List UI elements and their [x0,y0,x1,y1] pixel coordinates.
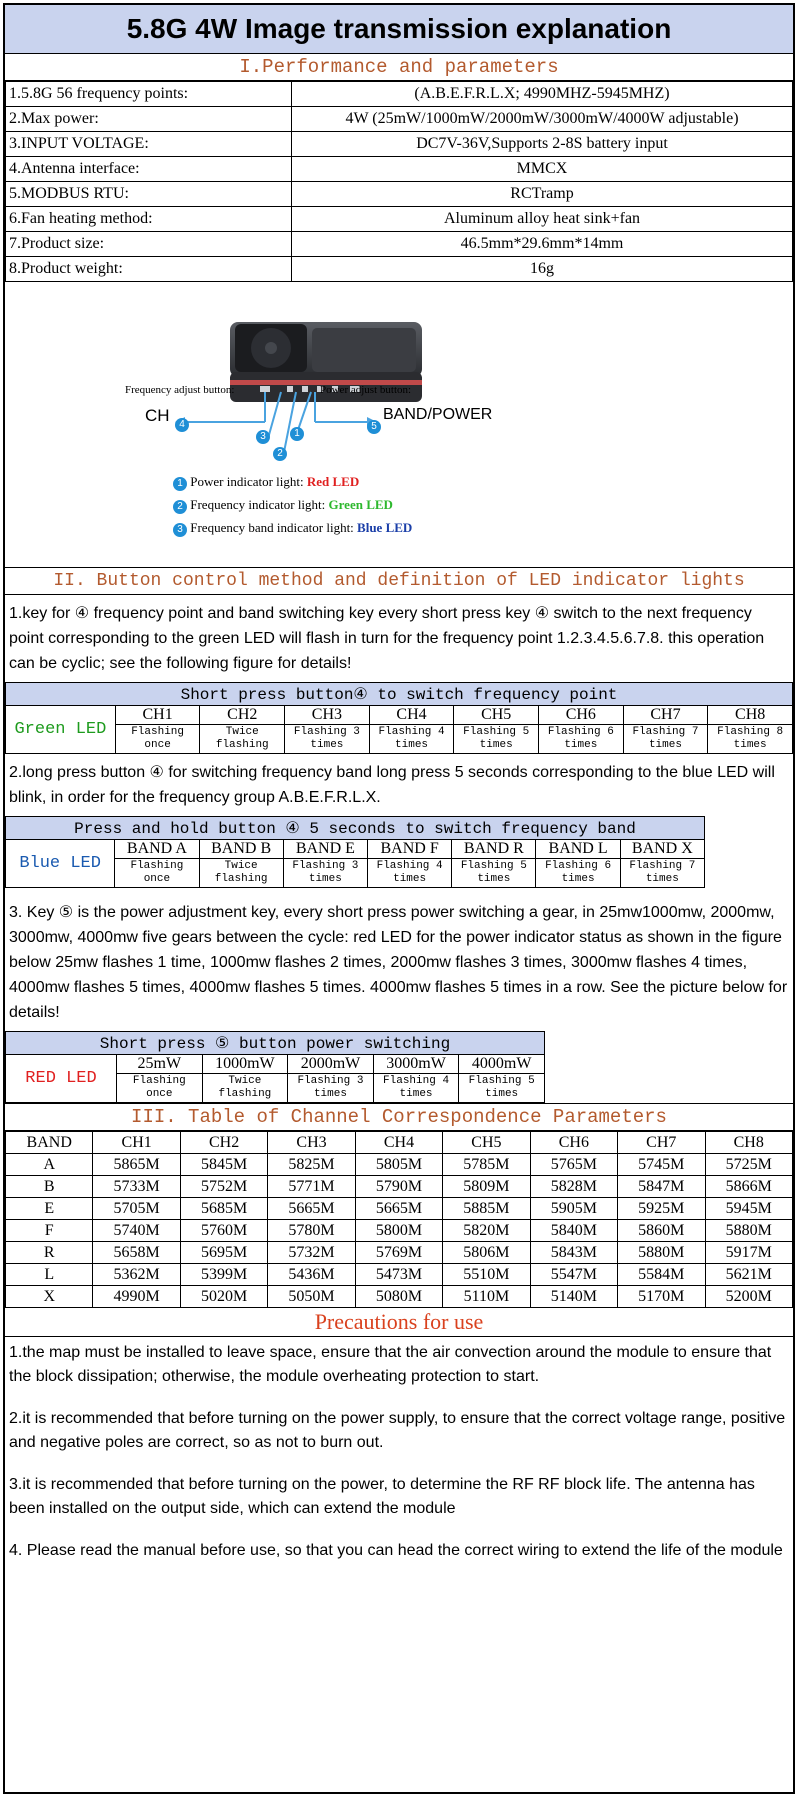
flash-line-2: flashing [218,1088,272,1100]
flash-pattern [115,725,200,754]
frequency-cell: 5806M [443,1242,530,1264]
parameter-row [6,207,793,232]
flash-line-1: Flashing [130,860,184,872]
flash-line-1: Flashing 7 [632,726,699,738]
frequency-cell: 5473M [355,1264,442,1286]
frequency-cell: 5825M [268,1154,355,1176]
frequency-cell: 5885M [443,1198,530,1220]
frequency-cell: 5685M [180,1198,267,1220]
frequency-cell: 5905M [530,1198,617,1220]
flash-line-2: once [143,873,171,885]
flash-pattern [373,1074,459,1103]
frequency-cell: 5945M [705,1198,793,1220]
frequency-cell: 5917M [705,1242,793,1264]
frequency-cell: 5695M [180,1242,267,1264]
flash-pattern [536,859,620,888]
frequency-cell: 5110M [443,1286,530,1308]
frequency-cell: 5732M [268,1242,355,1264]
frequency-cell: 5769M [355,1242,442,1264]
band-cell: F [6,1220,93,1242]
channel-row [6,1242,793,1264]
flash-line-1: Flashing 5 [460,860,527,872]
section-1-heading: I.Performance and parameters [5,54,793,81]
frequency-cell: 5436M [268,1264,355,1286]
flash-line-1: Flashing 6 [545,860,612,872]
flash-line-2: flashing [215,739,269,751]
flash-line-1: Flashing 3 [293,726,360,738]
flash-line-1: Flashing 3 [292,860,359,872]
parameter-value: 46.5mm*29.6mm*14mm [292,232,793,257]
flash-pattern [202,1074,288,1103]
led-column-label: BAND E [283,840,367,859]
legend-row-frequency [173,493,412,516]
parameter-label: 6.Fan heating method: [6,207,292,232]
flash-line-1: Flashing 5 [463,726,530,738]
frequency-cell: 5510M [443,1264,530,1286]
frequency-cell: 5080M [355,1286,442,1308]
frequency-cell: 5362M [93,1264,180,1286]
frequency-cell: 5665M [355,1198,442,1220]
parameter-value: Aluminum alloy heat sink+fan [292,207,793,232]
parameters-table [5,81,793,282]
precaution-item: 1.the map must be installed to leave space, ensure that the air convection around the module to ensure that the block dissipation; otherwise, the module overheating protection to start. [9,1344,772,1385]
led-name: Green LED [6,706,116,754]
frequency-cell: 5733M [93,1176,180,1198]
legend-color-text: Green LED [328,497,393,512]
flash-pattern [708,725,793,754]
channel-table [5,1131,793,1308]
document-title: 5.8G 4W Image transmission explanation [5,5,793,54]
frequency-cell: 5828M [530,1176,617,1198]
led-column-label: BAND F [367,840,451,859]
flash-line-2: times [395,739,429,751]
parameter-value: RCTramp [292,182,793,207]
legend-num: 2 [173,500,187,514]
band-cell: B [6,1176,93,1198]
flash-pattern [199,859,283,888]
led-table-header: Short press ⑤ button power switching [6,1032,545,1055]
led-column-label: BAND B [199,840,283,859]
frequency-cell: 5800M [355,1220,442,1242]
channel-row [6,1176,793,1198]
flash-line-2: times [485,1088,519,1100]
blue-led-table [5,816,705,888]
parameter-label: 4.Antenna interface: [6,157,292,182]
frequency-cell: 5760M [180,1220,267,1242]
section-3-heading: III. Table of Channel Correspondence Parameters [5,1103,793,1131]
precautions-heading: Precautions for use [5,1308,793,1337]
led-table-header: Press and hold button ④ 5 seconds to switch frequency band [6,817,705,840]
channel-row [6,1154,793,1176]
led-column-label: CH8 [708,706,793,725]
band-cell: X [6,1286,93,1308]
channel-row [6,1286,793,1308]
frequency-cell: 5665M [268,1198,355,1220]
callout-2: 2 [273,447,287,461]
frequency-cell: 5880M [618,1242,705,1264]
flash-line-2: times [310,739,344,751]
frequency-cell: 5809M [443,1176,530,1198]
precaution-item: 3.it is recommended that before turning on the power, to determine the RF RF block life. The antenna has been installed on the output side, which can extend the module [9,1476,755,1517]
led-column-label: BAND A [115,840,199,859]
led-name: RED LED [6,1055,117,1103]
band-cell: E [6,1198,93,1220]
led-column-label: CH5 [454,706,539,725]
flash-line-2: times [648,739,682,751]
legend-text: Frequency band indicator light: [190,520,358,535]
flash-pattern [288,1074,374,1103]
flash-line-2: times [564,739,598,751]
channel-column-header: CH1 [93,1132,180,1154]
led-column-label: BAND L [536,840,620,859]
flash-line-1: Flashing 8 [717,726,784,738]
paragraph-3: 3. Key ⑤ is the power adjustment key, every short press power switching a gear, in 25mw1000mw, 2000mw, 3000mw, 4000mw five gears between the cycle: red LED for the power indicator status as shown in the figure below 25mw flashes 1 time, 1000mw flashes 2 times, 2000mw flashes 3 times, 3000mw flashes 4 times, 4000mw flashes 5 times, 4000mw flashes 5 times. 4000mw flashes 5 times in a row. See the picture below for details! [9,904,788,1021]
flash-line-1: Flashing 5 [468,1075,535,1087]
led-column-label: 25mW [117,1055,203,1074]
frequency-cell: 5399M [180,1264,267,1286]
legend-num: 3 [173,523,187,537]
green-led-table [5,682,793,754]
frequency-cell: 5621M [705,1264,793,1286]
flash-pattern [454,725,539,754]
frequency-cell: 5880M [705,1220,793,1242]
channel-row [6,1264,793,1286]
parameter-value: 4W (25mW/1000mW/2000mW/3000mW/4000W adjustable) [292,107,793,132]
legend-color-text: Blue LED [357,520,413,535]
frequency-cell: 5847M [618,1176,705,1198]
flash-line-2: times [308,873,342,885]
frequency-cell: 5705M [93,1198,180,1220]
flash-line-2: times [561,873,595,885]
channel-column-header: CH6 [530,1132,617,1154]
parameter-value: MMCX [292,157,793,182]
callout-5: 5 [367,420,381,434]
flash-pattern [369,725,454,754]
frequency-cell: 5658M [93,1242,180,1264]
parameter-label: 3.INPUT VOLTAGE: [6,132,292,157]
frequency-cell: 5050M [268,1286,355,1308]
frequency-cell: 5840M [530,1220,617,1242]
led-legend [173,470,412,539]
legend-text: Frequency indicator light: [190,497,329,512]
flash-line-1: Twice [228,1075,262,1087]
led-column-label: BAND R [452,840,536,859]
channel-column-header: CH8 [705,1132,793,1154]
legend-row-power [173,470,412,493]
frequency-cell: 5860M [618,1220,705,1242]
frequency-cell: 5200M [705,1286,793,1308]
band-cell: A [6,1154,93,1176]
led-column-label: BAND X [620,840,704,859]
legend-text: Power indicator light: [190,474,307,489]
parameter-value: (A.B.E.F.R.L.X; 4990MHZ-5945MHZ) [292,82,793,107]
flash-line-2: times [477,873,511,885]
callout-4: 4 [175,418,189,432]
flash-pattern [539,725,624,754]
channel-row [6,1220,793,1242]
parameter-row [6,182,793,207]
flash-pattern [115,859,199,888]
flash-pattern [367,859,451,888]
channel-column-header: BAND [6,1132,93,1154]
flash-line-1: Flashing 3 [297,1075,364,1087]
flash-line-2: once [144,739,171,751]
parameter-label: 7.Product size: [6,232,292,257]
frequency-cell: 5785M [443,1154,530,1176]
led-column-label: CH4 [369,706,454,725]
legend-row-band [173,516,412,539]
led-column-label: CH2 [200,706,285,725]
parameter-row [6,257,793,282]
led-column-label: CH1 [115,706,200,725]
parameter-label: 2.Max power: [6,107,292,132]
led-column-label: 3000mW [373,1055,459,1074]
flash-line-2: times [733,739,767,751]
flash-line-2: times [399,1088,433,1100]
frequency-cell: 5745M [618,1154,705,1176]
channel-column-header: CH7 [618,1132,705,1154]
frequency-cell: 5820M [443,1220,530,1242]
frequency-cell: 5866M [705,1176,793,1198]
flash-line-2: times [313,1088,347,1100]
parameter-value: 16g [292,257,793,282]
flash-line-1: Twice [224,860,258,872]
led-column-label: CH6 [539,706,624,725]
flash-line-2: times [479,739,513,751]
band-cell: R [6,1242,93,1264]
frequency-cell: 5765M [530,1154,617,1176]
led-table-header: Short press button④ to switch frequency point [6,683,793,706]
precautions-list [5,1337,793,1577]
flash-line-1: Flashing 4 [376,860,443,872]
channel-column-header: CH4 [355,1132,442,1154]
frequency-cell: 5140M [530,1286,617,1308]
callout-1: 1 [290,427,304,441]
frequency-cell: 5790M [355,1176,442,1198]
led-column-label: 4000mW [459,1055,545,1074]
flash-pattern [285,725,370,754]
section-2-heading: II. Button control method and definition of LED indicator lights [5,568,793,595]
frequency-cell: 5170M [618,1286,705,1308]
flash-line-1: Flashing 4 [378,726,445,738]
red-led-table [5,1031,545,1103]
flash-line-1: Twice [225,726,259,738]
channel-column-header: CH2 [180,1132,267,1154]
power-adjust-label: Power adjust button: [320,384,412,396]
parameter-row [6,157,793,182]
flash-pattern [452,859,536,888]
channel-row [6,1198,793,1220]
parameter-label: 8.Product weight: [6,257,292,282]
frequency-cell: 5925M [618,1198,705,1220]
module-diagram [5,282,793,568]
flash-line-2: flashing [214,873,268,885]
led-column-label: CH7 [623,706,708,725]
parameter-label: 5.MODBUS RTU: [6,182,292,207]
legend-num: 1 [173,477,187,491]
led-column-label: 1000mW [202,1055,288,1074]
flash-pattern [117,1074,203,1103]
frequency-cell: 5752M [180,1176,267,1198]
frequency-cell: 4990M [93,1286,180,1308]
parameter-row [6,132,793,157]
led-name: Blue LED [6,840,115,888]
frequency-cell: 5771M [268,1176,355,1198]
band-cell: L [6,1264,93,1286]
flash-pattern [283,859,367,888]
parameter-row [6,232,793,257]
flash-line-2: once [146,1088,173,1100]
frequency-cell: 5725M [705,1154,793,1176]
flash-pattern [623,725,708,754]
channel-column-header: CH3 [268,1132,355,1154]
precaution-item: 2.it is recommended that before turning on the power supply, to ensure that the correct voltage range, positive and negative poles are correct, so as not to burn out. [9,1410,786,1451]
led-column-label: CH3 [285,706,370,725]
frequency-cell: 5865M [93,1154,180,1176]
flash-line-1: Flashing 6 [547,726,614,738]
flash-line-2: times [393,873,427,885]
parameter-row [6,107,793,132]
ch-label: CH [145,406,170,425]
frequency-cell: 5584M [618,1264,705,1286]
flash-line-2: times [645,873,679,885]
flash-line-1: Flashing 7 [629,860,696,872]
parameter-label: 1.5.8G 56 frequency points: [6,82,292,107]
paragraph-1: 1.key for ④ frequency point and band switching key every short press key ④ switch to the next frequency point corresponding to the green LED will flash in turn for the frequency point 1.2.3.4.5.6.7.8. this operation can be cyclic; see the following figure for details! [9,605,765,672]
parameter-value: DC7V-36V,Supports 2-8S battery input [292,132,793,157]
frequency-cell: 5805M [355,1154,442,1176]
document-sheet [3,3,795,1794]
flash-pattern [459,1074,545,1103]
freq-adjust-label: Frequency adjust button: [125,384,235,396]
flash-pattern [620,859,704,888]
led-column-label: 2000mW [288,1055,374,1074]
paragraph-2: 2.long press button ④ for switching frequency band long press 5 seconds corresponding to the blue LED will blink, in order for the frequency group A.B.E.F.R.L.X. [9,764,775,806]
precaution-item: 4. Please read the manual before use, so that you can head the correct wiring to extend the life of the module [9,1542,783,1559]
channel-column-header: CH5 [443,1132,530,1154]
frequency-cell: 5740M [93,1220,180,1242]
legend-color-text: Red LED [306,474,360,489]
flash-line-1: Flashing [132,1075,186,1087]
frequency-cell: 5547M [530,1264,617,1286]
flash-line-1: Flashing [131,726,185,738]
frequency-cell: 5845M [180,1154,267,1176]
flash-pattern [200,725,285,754]
frequency-cell: 5843M [530,1242,617,1264]
frequency-cell: 5780M [268,1220,355,1242]
band-power-label: BAND/POWER [383,406,493,423]
flash-line-1: Flashing 4 [383,1075,450,1087]
frequency-cell: 5020M [180,1286,267,1308]
callout-3: 3 [256,430,270,444]
parameter-row [6,82,793,107]
